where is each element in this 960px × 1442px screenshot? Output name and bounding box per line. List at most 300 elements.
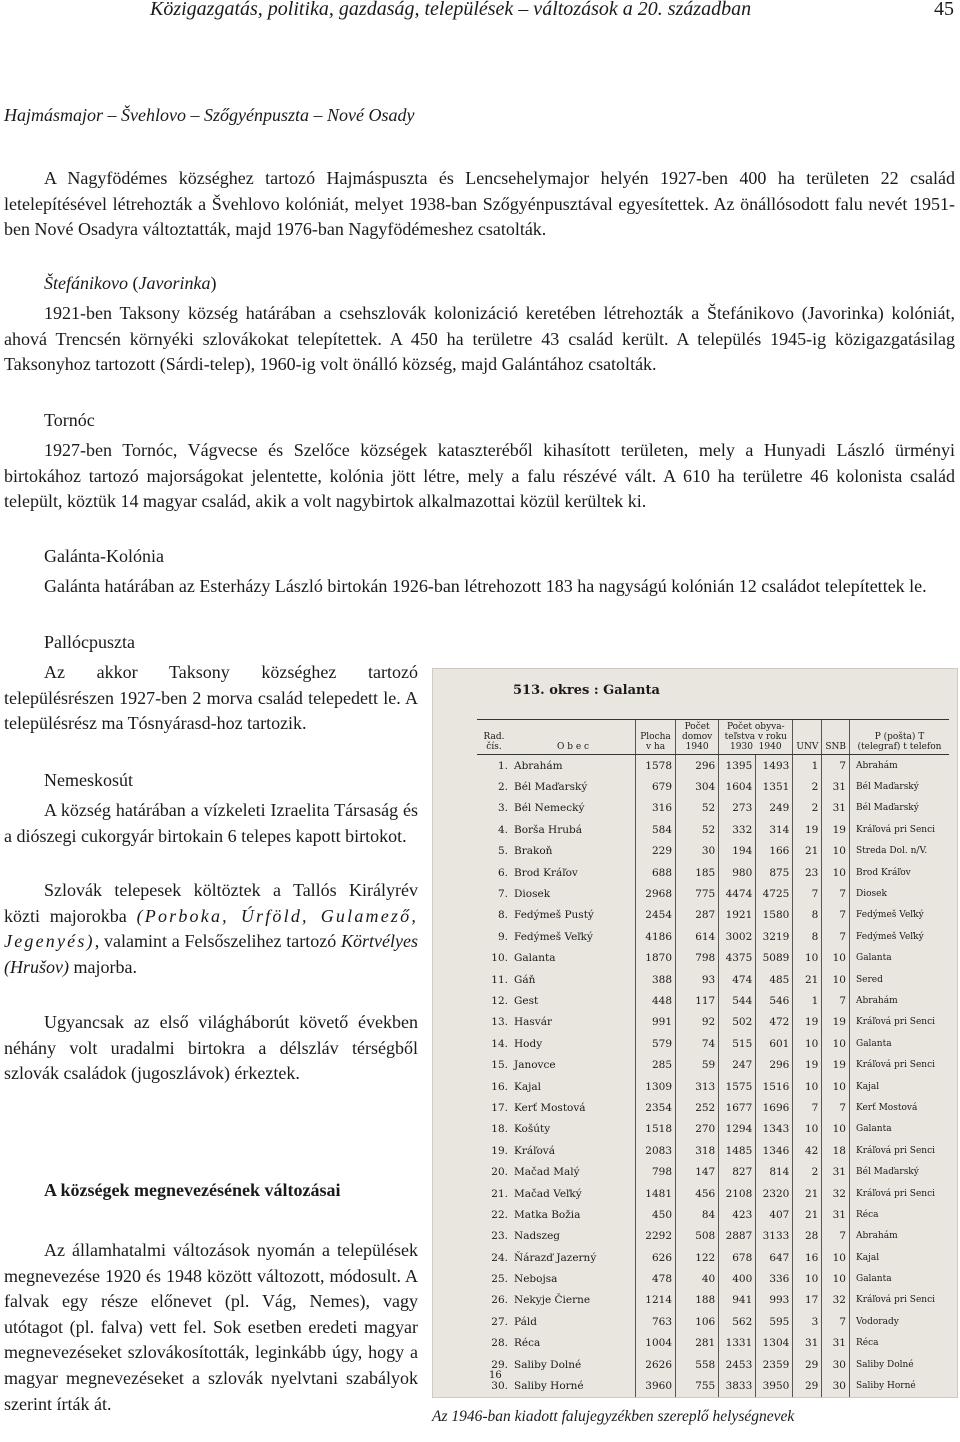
cell-unv: 2 <box>793 798 822 819</box>
cell-y1930: 3833 <box>719 1375 756 1396</box>
table-row <box>477 1097 949 1118</box>
cell-n: 20. <box>491 1166 508 1179</box>
cell-n: 22. <box>491 1208 508 1221</box>
table-row <box>477 1247 949 1268</box>
cell-unv: 7 <box>793 1097 822 1118</box>
cell-snb: 19 <box>822 819 850 840</box>
cell-unv: 10 <box>793 1119 822 1140</box>
cell-y1930: 474 <box>719 969 756 990</box>
cell-snb: 10 <box>822 862 850 883</box>
cell-y1930: 423 <box>719 1204 756 1225</box>
tallos-text-e: majorba. <box>73 956 137 977</box>
cell-y1940: 1343 <box>756 1119 793 1140</box>
cell-snb: 10 <box>822 1268 850 1289</box>
table-row <box>477 1375 949 1396</box>
section-heading-pallocpuszta: Pallócpuszta <box>44 632 135 652</box>
cell-y1930: 678 <box>719 1247 756 1268</box>
cell-n: 16. <box>491 1080 508 1093</box>
cell-posta: Galanta <box>850 1268 950 1289</box>
cell-snb: 7 <box>822 1311 850 1332</box>
cell-n: 4. <box>497 823 508 836</box>
cell-domov: 93 <box>676 969 719 990</box>
table-row <box>477 1183 949 1204</box>
section-heading-name-changes: A községek megnevezésének változásai <box>44 1180 341 1200</box>
cell-obec: Matka Božia <box>514 1208 581 1221</box>
cell-unv: 21 <box>793 1183 822 1204</box>
cell-obec: Réca <box>514 1337 541 1350</box>
cell-y1930: 2108 <box>719 1183 756 1204</box>
cell-obec: Bél Maďarský <box>514 781 588 794</box>
cell-obec: Ňárazď Jazerný <box>514 1251 597 1264</box>
cell-unv: 1 <box>793 990 822 1011</box>
page-header <box>0 0 960 24</box>
cell-unv: 16 <box>793 1247 822 1268</box>
cell-snb: 10 <box>822 948 850 969</box>
table-row <box>477 841 949 862</box>
table-row <box>477 1033 949 1054</box>
cell-y1930: 941 <box>719 1290 756 1311</box>
cell-snb: 7 <box>822 883 850 904</box>
cell-n: 21. <box>491 1187 508 1200</box>
cell-obec: Fedýmeš Veľký <box>514 930 593 943</box>
cell-posta: Réca <box>850 1204 950 1225</box>
cell-snb: 30 <box>822 1354 850 1375</box>
cell-plocha: 991 <box>636 1012 676 1033</box>
table-row <box>477 990 949 1011</box>
cell-unv: 8 <box>793 905 822 926</box>
cell-domov: 755 <box>676 1375 719 1396</box>
cell-domov: 281 <box>676 1333 719 1354</box>
cell-y1940: 1696 <box>756 1097 793 1118</box>
table-row <box>477 1333 949 1354</box>
tallos-text-b: (Porboka, Úrföld, Gulamező, Jegenyés) <box>4 905 419 952</box>
cell-unv: 23 <box>793 862 822 883</box>
cell-plocha: 2626 <box>636 1354 676 1375</box>
cell-y1940: 472 <box>756 1012 793 1033</box>
cell-n: 29. <box>491 1358 508 1371</box>
cell-n: 3. <box>497 802 508 815</box>
cell-obec: Brod Kráľov <box>514 866 578 879</box>
table-row <box>477 1397 949 1398</box>
cell-posta: Diosek <box>850 883 950 904</box>
cell-posta: Kráľová pri Senci <box>850 1183 950 1204</box>
cell-domov: 296 <box>676 755 719 777</box>
cell-y1940: 5089 <box>756 948 793 969</box>
col-obyv-label: Počet obyva-teľstva v roku <box>724 722 787 742</box>
cell-y1930: 273 <box>719 798 756 819</box>
cell-snb: 30 <box>822 1375 850 1396</box>
cell-snb: 7 <box>822 1226 850 1247</box>
cell-plocha: 1214 <box>636 1290 676 1311</box>
cell-n: 30. <box>491 1380 508 1393</box>
cell-y1930: 1604 <box>719 776 756 797</box>
cell-y1930: 2453 <box>719 1354 756 1375</box>
paragraph-ugyancsak: Ugyancsak az első világháborút követő években néhány volt uradalmi birtokra a délszláv térségből szlovák családok (jugoszlávok) érkeztek. <box>4 1012 418 1084</box>
cell-domov: 798 <box>676 948 719 969</box>
table-row <box>477 1140 949 1161</box>
cell-snb: 31 <box>822 1161 850 1182</box>
cell-domov: 40 <box>676 1268 719 1289</box>
tallos-text-a: Szlovák telepesek költöztek a Tallós Királyrév közti majorokba <box>4 880 418 926</box>
cell-plocha: 2292 <box>636 1226 676 1247</box>
col-posta: P (pošta) T (telegraf) t telefon <box>850 720 950 755</box>
cell-y1940: 1351 <box>756 776 793 797</box>
cell-obec: Nekyje Čierne <box>514 1294 591 1307</box>
cell-n: 2. <box>497 781 508 794</box>
cell-obec: Janovce <box>514 1059 556 1072</box>
cell-plocha: 1870 <box>636 948 676 969</box>
cell-posta: Kráľová pri Senci <box>850 819 950 840</box>
cell-posta: Sered <box>850 969 950 990</box>
cell-y1940: 296 <box>756 1054 793 1075</box>
table-row <box>477 883 949 904</box>
cell-y1930: 980 <box>719 862 756 883</box>
cell-snb: 31 <box>822 1333 850 1354</box>
cell-unv: 19 <box>793 1012 822 1033</box>
cell-n: 5. <box>497 845 508 858</box>
cell-y1930: 1485 <box>719 1140 756 1161</box>
cell-plocha: 388 <box>636 969 676 990</box>
cell-y1930: 2887 <box>719 1226 756 1247</box>
cell-y1940: 4725 <box>756 883 793 904</box>
col-rad: Rad. čís. <box>477 720 511 755</box>
cell-posta: Galanta <box>850 948 950 969</box>
cell-y1940 <box>756 1397 793 1398</box>
cell-y1940: 993 <box>756 1290 793 1311</box>
cell-posta: Vodorady <box>850 1311 950 1332</box>
javorinka-name: Javorinka <box>138 273 211 293</box>
figure-caption: Az 1946-ban kiadott falujegyzékben szereplő helységnevek <box>432 1408 795 1425</box>
cell-y1930: 502 <box>719 1012 756 1033</box>
table-row <box>477 1161 949 1182</box>
table-row <box>477 862 949 883</box>
cell-n: 19. <box>491 1144 508 1157</box>
cell-n: 28. <box>491 1337 508 1350</box>
cell-posta: Kerť Mostová <box>850 1097 950 1118</box>
cell-y1930: 1331 <box>719 1333 756 1354</box>
cell-snb: 10 <box>822 841 850 862</box>
cell-n: 23. <box>491 1230 508 1243</box>
cell-unv: 17 <box>793 1290 822 1311</box>
cell-obec: Brakoň <box>514 845 553 858</box>
cell-plocha: 229 <box>636 841 676 862</box>
cell-plocha: 1578 <box>636 755 676 777</box>
section-heading-stefanikovo: Štefánikovo (Javorinka) <box>44 273 217 293</box>
cell-unv: 2 <box>793 1161 822 1182</box>
cell-y1940: 3133 <box>756 1226 793 1247</box>
paragraph-pallocpuszta: Az akkor Taksony községhez tartozó településrészen 1927-ben 2 morva család telepedett le. A településrész ma Tósnyárasd-hoz tartozik. <box>4 662 418 734</box>
paragraph-hajmasmajor: A Nagyfödémes községhez tartozó Hajmáspuszta és Lencsehelymajor helyén 1927-ben 400 ha területen 22 család letelepítésével létrehozták a Švehlovo kolóniát, melyet 1938-ban Szőgyénpusztával egyesítettek. Az önállósodott falu nevét 1951-ben Nové Osadyra változtatták, majd 1976-ban Nagyfödémeshez csatolták. <box>4 168 955 240</box>
cell-domov: 30 <box>676 841 719 862</box>
cell-plocha: 1309 <box>636 1076 676 1097</box>
cell-posta: Galanta <box>850 1033 950 1054</box>
cell-y1940: 1580 <box>756 905 793 926</box>
cell-posta: Fedýmeš Veľký <box>850 905 950 926</box>
cell-y1930: 544 <box>719 990 756 1011</box>
cell-y1940: 3950 <box>756 1375 793 1396</box>
cell-plocha: 679 <box>636 776 676 797</box>
cell-obec <box>511 1397 636 1398</box>
cell-snb: 32 <box>822 1183 850 1204</box>
cell-plocha: 478 <box>636 1268 676 1289</box>
cell-obec: Nadszeg <box>514 1230 561 1243</box>
cell-n: 26. <box>491 1294 508 1307</box>
cell-plocha: 450 <box>636 1204 676 1225</box>
col-domov: Počet domov 1940 <box>676 720 719 755</box>
cell-plocha: 1481 <box>636 1183 676 1204</box>
cell-y1930: 194 <box>719 841 756 862</box>
cell-posta: Bél Maďarský <box>850 776 950 797</box>
cell-posta: Kajal <box>850 1247 950 1268</box>
cell-snb: 19 <box>822 1012 850 1033</box>
cell-unv: 10 <box>793 1268 822 1289</box>
cell-obec: Abrahám <box>514 759 563 772</box>
cell-y1940: 336 <box>756 1268 793 1289</box>
cell-y1930: 515 <box>719 1033 756 1054</box>
cell-plocha: 1004 <box>636 1333 676 1354</box>
cell-y1940: 2320 <box>756 1183 793 1204</box>
cell-snb: 18 <box>822 1140 850 1161</box>
col-unv: UNV <box>793 720 822 755</box>
cell-n: 12. <box>491 994 508 1007</box>
cell-unv: 1 <box>793 755 822 777</box>
cell-unv: 19 <box>793 819 822 840</box>
cell-plocha: 316 <box>636 798 676 819</box>
cell-domov: 92 <box>676 1012 719 1033</box>
cell-y1930: 332 <box>719 819 756 840</box>
cell-obec: Gáň <box>514 973 536 986</box>
cell-y1940: 647 <box>756 1247 793 1268</box>
cell-posta: Streda Dol. n/V. <box>850 841 950 862</box>
paragraph-nemeskosut: A község határában a vízkeleti Izraelita Társaság és a diószegi cukorgyár birtokain 6 telepes kapott birtokot. <box>4 800 418 846</box>
table-row <box>477 1226 949 1247</box>
cell-plocha: 2083 <box>636 1140 676 1161</box>
cell-domov: 614 <box>676 926 719 947</box>
cell-obec: Borša Hrubá <box>514 823 582 836</box>
cell-y1940: 1493 <box>756 755 793 777</box>
cell-y1930: 1677 <box>719 1097 756 1118</box>
cell-y1940: 314 <box>756 819 793 840</box>
cell-unv <box>793 1397 822 1398</box>
cell-y1940: 407 <box>756 1204 793 1225</box>
cell-n: 7. <box>497 888 508 901</box>
cell-n: 8. <box>497 909 508 922</box>
table-row <box>477 948 949 969</box>
cell-y1940: 2359 <box>756 1354 793 1375</box>
cell-domov: 304 <box>676 776 719 797</box>
cell-posta: Abrahám <box>850 990 950 1011</box>
cell-unv: 7 <box>793 883 822 904</box>
cell-unv: 10 <box>793 1033 822 1054</box>
cell-y1930: 400 <box>719 1268 756 1289</box>
table-row <box>477 1204 949 1225</box>
table-row <box>477 905 949 926</box>
cell-n: 6. <box>497 866 508 879</box>
cell-n: 25. <box>491 1273 508 1286</box>
cell-y1940: 166 <box>756 841 793 862</box>
cell-y1940: 546 <box>756 990 793 1011</box>
cell-obec: Nebojsa <box>514 1273 558 1286</box>
cell-n: 17. <box>491 1101 508 1114</box>
stefanikovo-name: Štefánikovo <box>44 273 128 293</box>
village-register-table <box>477 719 949 1398</box>
cell-snb: 10 <box>822 1119 850 1140</box>
section-heading-tornoc: Tornóc <box>44 410 95 430</box>
cell-posta: Kráľová pri Senci <box>850 1290 950 1311</box>
cell-domov: 456 <box>676 1183 719 1204</box>
col-plocha: Plocha v ha <box>636 720 676 755</box>
cell-posta <box>850 1397 950 1398</box>
table-row <box>477 1311 949 1332</box>
cell-obec: Gest <box>514 994 539 1007</box>
paragraph-tallos <box>4 878 418 980</box>
cell-obec: Saliby Dolné <box>514 1358 582 1371</box>
cell-plocha: 626 <box>636 1247 676 1268</box>
cell-posta: Kajal <box>850 1076 950 1097</box>
cell-unv: 21 <box>793 969 822 990</box>
cell-obec: Galanta <box>514 952 556 965</box>
cell-y1930: 1921 <box>719 905 756 926</box>
cell-obec: Bél Nemecký <box>514 802 585 815</box>
cell-obec: Páld <box>514 1315 537 1328</box>
cell-y1940: 485 <box>756 969 793 990</box>
cell-y1930: 4474 <box>719 883 756 904</box>
cell-posta: Kráľová pri Senci <box>850 1054 950 1075</box>
table-row <box>477 1119 949 1140</box>
cell-y1940: 1346 <box>756 1140 793 1161</box>
paragraph-stefanikovo: 1921-ben Taksony község határában a csehszlovák kolonizáció keretében létrehozták a Štefánikovo (Javorinka) kolóniát, ahová Trencsén környéki szlovákokat telepítettek. A 450 ha területre 43 család került. A település 1945-ig közigazgatásilag Taksonyhoz tartozott (Sárdi-telep), 1960-ig volt önálló község, majd Galántához csatolták. <box>4 303 955 375</box>
col-1940: 1940 <box>758 742 782 752</box>
table-row <box>477 1290 949 1311</box>
cell-snb: 32 <box>822 1290 850 1311</box>
cell-plocha <box>636 1397 676 1398</box>
cell-domov: 775 <box>676 883 719 904</box>
figure-page-number: 16 <box>489 1370 502 1381</box>
cell-y1930: 1395 <box>719 755 756 777</box>
cell-domov: 252 <box>676 1097 719 1118</box>
table-row <box>477 776 949 797</box>
cell-unv: 28 <box>793 1226 822 1247</box>
cell-snb: 7 <box>822 905 850 926</box>
paragraph-tornoc: 1927-ben Tornóc, Vágvecse és Szelőce községek kataszteréből kihasított területen, mely a Hunyadi László ürményi birtokához tartozó majorságokat jelentette, kolónia jött létre, mely a falu részévé vált. A 610 ha területre 46 kolonista család települt, köztük 14 magyar család, akik a volt nagybirtok alkalmazottai közül kerültek ki. <box>4 440 955 512</box>
cell-obec: Kráľová <box>514 1144 555 1157</box>
section-heading-nemeskosut: Nemeskosút <box>44 770 133 790</box>
cell-posta: Saliby Dolné <box>850 1354 950 1375</box>
table-row <box>477 1012 949 1033</box>
cell-domov: 74 <box>676 1033 719 1054</box>
cell-posta: Fedýmeš Veľký <box>850 926 950 947</box>
section-heading-galanta-kolonia: Galánta-Kolónia <box>44 546 164 566</box>
cell-snb: 31 <box>822 776 850 797</box>
col-snb: SNB <box>822 720 850 755</box>
cell-unv: 10 <box>793 1076 822 1097</box>
cell-obec: Diosek <box>514 888 551 901</box>
cell-plocha: 579 <box>636 1033 676 1054</box>
cell-plocha: 285 <box>636 1054 676 1075</box>
cell-unv: 29 <box>793 1375 822 1396</box>
cell-y1940: 1304 <box>756 1333 793 1354</box>
cell-domov: 84 <box>676 1204 719 1225</box>
cell-n: 10. <box>491 952 508 965</box>
cell-domov: 122 <box>676 1247 719 1268</box>
table-row <box>477 926 949 947</box>
cell-unv: 31 <box>793 1333 822 1354</box>
table-header-row <box>477 720 949 755</box>
cell-posta: Brod Kráľov <box>850 862 950 883</box>
cell-unv: 42 <box>793 1140 822 1161</box>
cell-snb <box>822 1397 850 1398</box>
cell-snb: 31 <box>822 798 850 819</box>
cell-n: 18. <box>491 1123 508 1136</box>
cell-plocha: 1518 <box>636 1119 676 1140</box>
cell-obec: Hody <box>514 1037 543 1050</box>
cell-plocha: 2454 <box>636 905 676 926</box>
cell-unv: 8 <box>793 926 822 947</box>
cell-plocha: 2354 <box>636 1097 676 1118</box>
tallos-text-d: Körtvélyes (Hrušov) <box>4 931 419 977</box>
cell-n: 27. <box>491 1315 508 1328</box>
cell-y1930: 827 <box>719 1161 756 1182</box>
table-row <box>477 798 949 819</box>
cell-domov: 52 <box>676 798 719 819</box>
cell-obec: Fedýmeš Pustý <box>514 909 594 922</box>
cell-y1940: 875 <box>756 862 793 883</box>
table-row <box>477 1076 949 1097</box>
cell-plocha: 3960 <box>636 1375 676 1396</box>
cell-obec: Košúty <box>514 1123 551 1136</box>
cell-y1940: 1516 <box>756 1076 793 1097</box>
cell-domov: 270 <box>676 1119 719 1140</box>
col-obyv <box>719 720 793 755</box>
cell-snb: 10 <box>822 1247 850 1268</box>
cell-y1940: 249 <box>756 798 793 819</box>
cell-domov: 147 <box>676 1161 719 1182</box>
cell-y1930: 1294 <box>719 1119 756 1140</box>
cell-plocha: 4186 <box>636 926 676 947</box>
cell-y1940: 814 <box>756 1161 793 1182</box>
cell-posta: Kráľová pri Senci <box>850 1012 950 1033</box>
cell-y1930: 4375 <box>719 948 756 969</box>
paragraph-name-changes: Az államhatalmi változások nyomán a települések megnevezése 1920 és 1948 között változott, módosult. A falvak egy része előnevet (pl. Vág, Nemes), vagy utótagot (pl. falva) vett fel. Sok esetben eredeti magyar megnevezéseket szlovákosították, leginkább úgy, hogy a magyar megnevezéseket a szlovák nyelvtani szabályok szerint írták át. <box>4 1240 418 1414</box>
cell-posta: Saliby Horné <box>850 1375 950 1396</box>
section-heading-hajmasmajor: Hajmásmajor – Švehlovo – Szőgyénpuszta – Nové Osady <box>4 105 415 125</box>
cell-domov: 313 <box>676 1076 719 1097</box>
cell-domov: 59 <box>676 1054 719 1075</box>
cell-posta: Abrahám <box>850 755 950 777</box>
cell-plocha: 2968 <box>636 883 676 904</box>
cell-domov: 287 <box>676 905 719 926</box>
cell-unv: 2 <box>793 776 822 797</box>
cell-y1940: 3219 <box>756 926 793 947</box>
col-obec: O b e c <box>511 720 636 755</box>
figure-title: 513. okres : Galanta <box>513 683 660 698</box>
cell-plocha: 763 <box>636 1311 676 1332</box>
cell-snb: 10 <box>822 969 850 990</box>
cell-n: 9. <box>497 930 508 943</box>
cell-y1930: 247 <box>719 1054 756 1075</box>
table-body <box>477 755 949 1399</box>
cell-obec: Saliby Horné <box>514 1380 584 1393</box>
cell-unv: 3 <box>793 1311 822 1332</box>
running-title: Közigazgatás, politika, gazdaság, települések – változások a 20. században <box>150 0 752 20</box>
cell-snb: 19 <box>822 1054 850 1075</box>
cell-domov: 117 <box>676 990 719 1011</box>
table-row <box>477 969 949 990</box>
cell-y1930: 562 <box>719 1311 756 1332</box>
cell-snb: 10 <box>822 1076 850 1097</box>
cell-snb: 7 <box>822 1097 850 1118</box>
cell-posta: Abrahám <box>850 1226 950 1247</box>
